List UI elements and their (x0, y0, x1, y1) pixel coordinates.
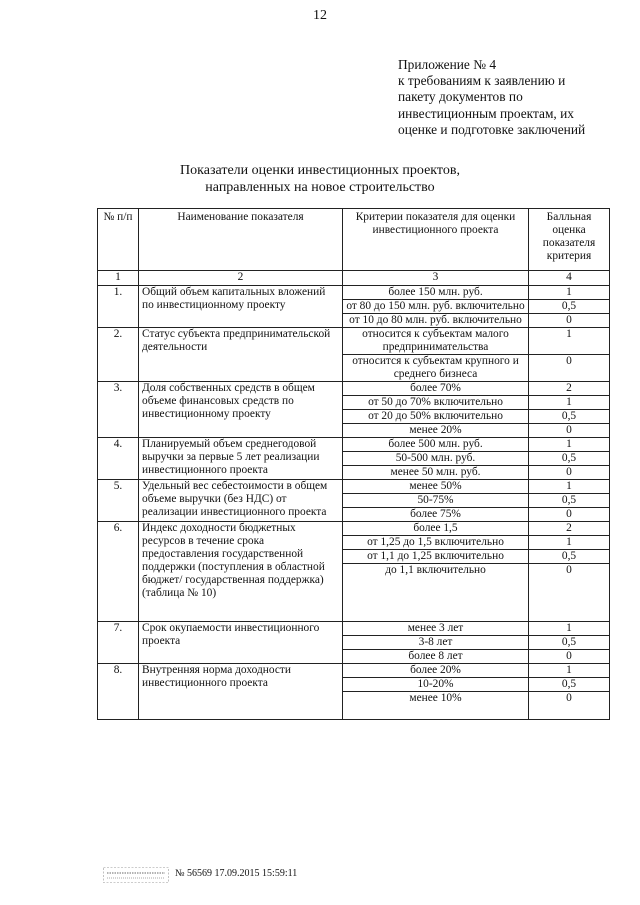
criterion: 3-8 лет (343, 636, 529, 650)
criterion: от 50 до 70% включительно (343, 396, 529, 410)
appendix-line: инвестиционным проектам, их (398, 105, 574, 121)
title-line: направленных на новое строительство (205, 180, 435, 195)
row-number: 1. (98, 286, 139, 328)
indicator-name: Общий объем капитальных вложений по инвестиционному проекту (139, 286, 343, 328)
column-number: 4 (529, 271, 610, 286)
indicator-name: Статус субъекта предпринимательской деятельности (139, 328, 343, 382)
score: 0,5 (529, 494, 610, 508)
criterion: более 150 млн. руб. (343, 286, 529, 300)
criterion: 10-20% (343, 678, 529, 692)
table-row (98, 286, 610, 300)
score: 2 (529, 382, 610, 396)
score: 1 (529, 536, 610, 550)
criterion: 50-75% (343, 494, 529, 508)
criterion: относится к субъектам малого предпринимательства (343, 328, 529, 355)
score: 0,5 (529, 636, 610, 650)
appendix-line: к требованиям к заявлению и (398, 73, 566, 89)
table-row (98, 382, 610, 396)
appendix-line: пакету документов по (398, 89, 523, 105)
table-row (98, 622, 610, 636)
score: 0 (529, 314, 610, 328)
header-score: Балльная оценка показателя критерия (529, 209, 610, 271)
score: 0,5 (529, 550, 610, 564)
table-row (98, 480, 610, 494)
indicator-name: Планируемый объем среднегодовой выручки за первые 5 лет реализации инвестиционного проекта (139, 438, 343, 480)
score: 0 (529, 650, 610, 664)
header-name: Наименование показателя (139, 209, 343, 271)
document-title (0, 162, 640, 196)
score: 1 (529, 622, 610, 636)
header-criteria: Критерии показателя для оценки инвестиционного проекта (343, 209, 529, 271)
appendix-note (398, 57, 634, 138)
criterion: более 8 лет (343, 650, 529, 664)
score: 0 (529, 424, 610, 438)
criterion: менее 50% (343, 480, 529, 494)
document-stamp: № 56569 17.09.2015 15:59:11 (175, 868, 298, 879)
page-number: 12 (313, 8, 327, 23)
criterion: менее 50 млн. руб. (343, 466, 529, 480)
score: 2 (529, 522, 610, 536)
criterion: от 10 до 80 млн. руб. включительно (343, 314, 529, 328)
indicator-name: Внутренняя норма доходности инвестиционного проекта (139, 664, 343, 720)
column-number: 3 (343, 271, 529, 286)
criterion: 50-500 млн. руб. (343, 452, 529, 466)
row-number: 8. (98, 664, 139, 720)
table-row (98, 438, 610, 452)
criterion: до 1,1 включительно (343, 564, 529, 622)
criterion: более 1,5 (343, 522, 529, 536)
registration-stamp-icon (103, 866, 169, 884)
column-number-row (98, 271, 610, 286)
row-number: 4. (98, 438, 139, 480)
row-number: 5. (98, 480, 139, 522)
table-row (98, 664, 610, 678)
column-number: 1 (98, 271, 139, 286)
row-number: 3. (98, 382, 139, 438)
criterion: от 20 до 50% включительно (343, 410, 529, 424)
footer (103, 864, 363, 886)
appendix-line: оценке и подготовке заключений (398, 121, 586, 137)
score: 0 (529, 692, 610, 720)
row-number: 7. (98, 622, 139, 664)
criterion: более 20% (343, 664, 529, 678)
score: 0 (529, 564, 610, 622)
criterion: более 70% (343, 382, 529, 396)
score: 0,5 (529, 678, 610, 692)
criteria-table (97, 208, 610, 720)
table-row (98, 522, 610, 536)
criterion: от 1,1 до 1,25 включительно (343, 550, 529, 564)
indicator-name: Доля собственных средств в общем объеме финансовых средств по инвестиционному проекту (139, 382, 343, 438)
score: 1 (529, 286, 610, 300)
score: 0,5 (529, 452, 610, 466)
score: 1 (529, 396, 610, 410)
table-header-row (98, 209, 610, 271)
score: 1 (529, 480, 610, 494)
score: 0,5 (529, 300, 610, 314)
indicator-name: Удельный вес себестоимости в общем объеме выручки (без НДС) от реализации инвестиционного проекта (139, 480, 343, 522)
criterion: менее 20% (343, 424, 529, 438)
criterion: от 80 до 150 млн. руб. включительно (343, 300, 529, 314)
table-row (98, 328, 610, 355)
appendix-line: Приложение № 4 (398, 57, 497, 72)
criterion: более 75% (343, 508, 529, 522)
criterion: от 1,25 до 1,5 включительно (343, 536, 529, 550)
row-number: 6. (98, 522, 139, 622)
indicator-name: Срок окупаемости инвестиционного проекта (139, 622, 343, 664)
score: 0 (529, 466, 610, 480)
indicator-name: Индекс доходности бюджетных ресурсов в течение срока предоставления государственной поддержки (поступления в областной бюджет/ государственная поддержка) (таблица № 10) (139, 522, 343, 622)
score: 0,5 (529, 410, 610, 424)
score: 1 (529, 328, 610, 355)
row-number: 2. (98, 328, 139, 382)
score: 1 (529, 438, 610, 452)
score: 0 (529, 355, 610, 382)
score: 0 (529, 508, 610, 522)
criterion: менее 10% (343, 692, 529, 720)
criterion: относится к субъектам крупного и среднего бизнеса (343, 355, 529, 382)
criterion: более 500 млн. руб. (343, 438, 529, 452)
title-line: Показатели оценки инвестиционных проектов, (180, 163, 460, 178)
score: 1 (529, 664, 610, 678)
header-number: № п/п (98, 209, 139, 271)
column-number: 2 (139, 271, 343, 286)
criterion: менее 3 лет (343, 622, 529, 636)
